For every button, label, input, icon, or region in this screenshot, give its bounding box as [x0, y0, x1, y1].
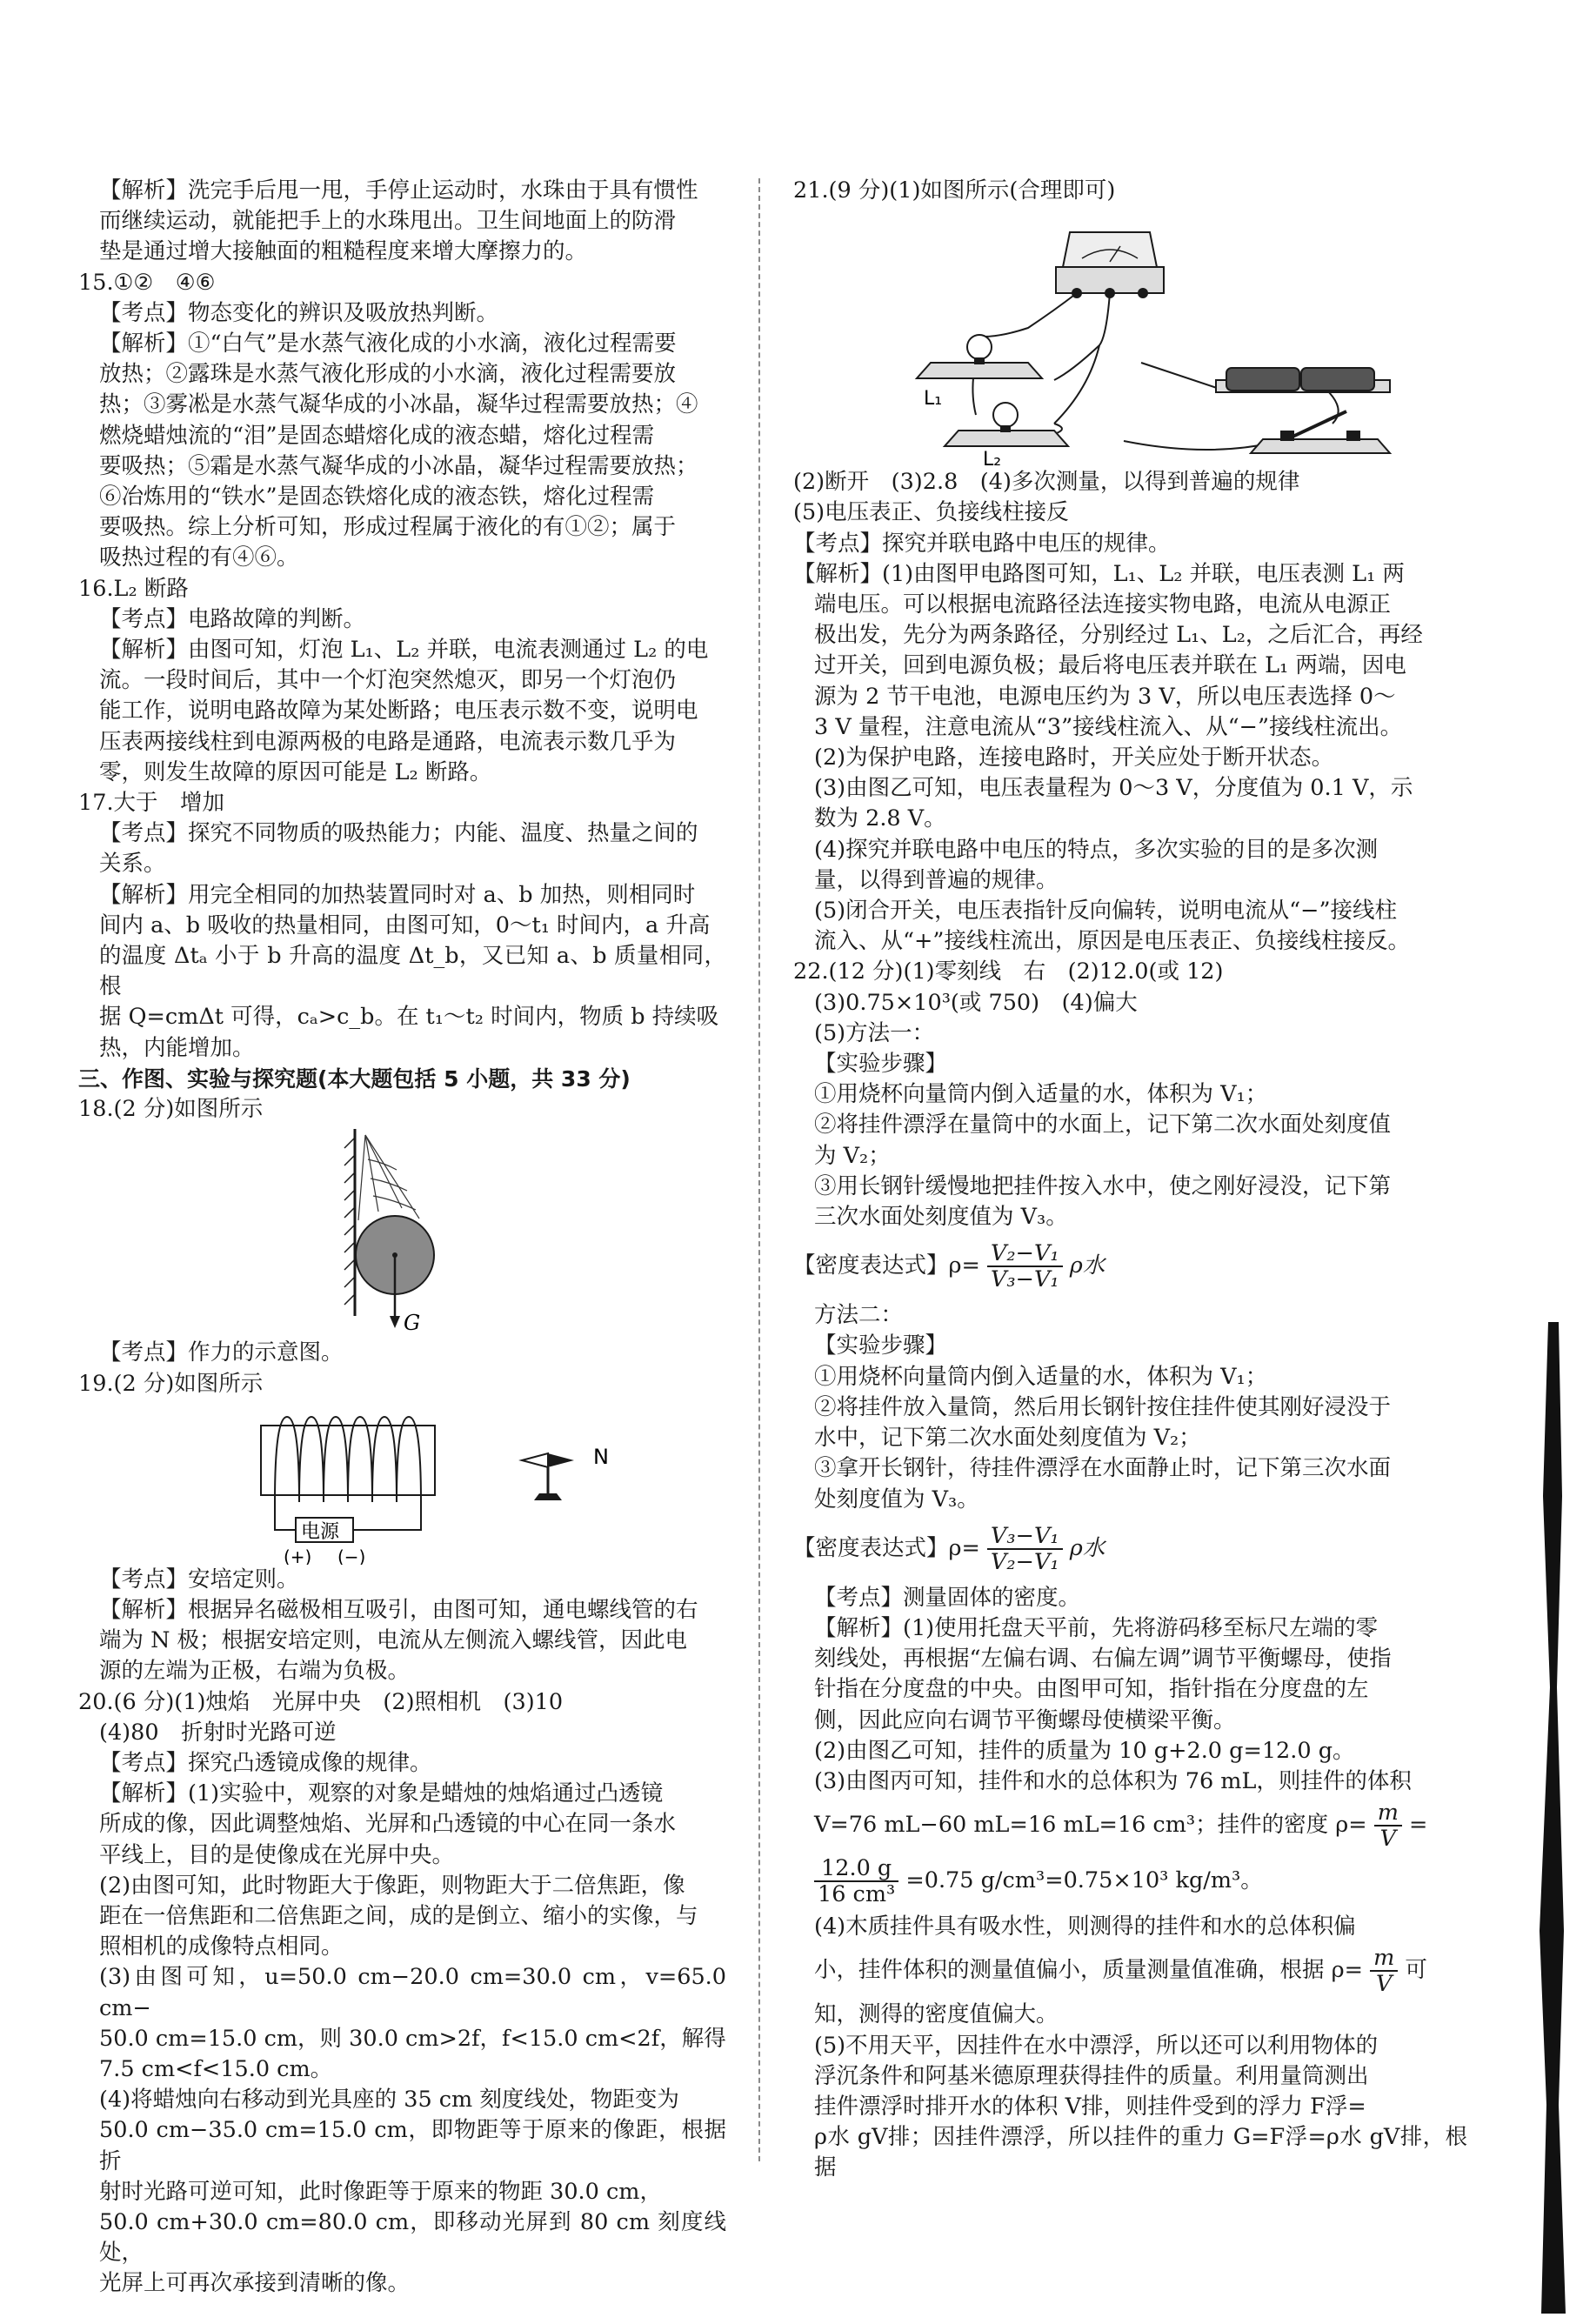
q20-analysis: 50.0 cm−35.0 cm=15.0 cm，即物距等于原来的像距，根据折	[99, 2117, 726, 2174]
q20-analysis: (3)由图可知，u=50.0 cm−20.0 cm=30.0 cm，v=65.0 cm−	[99, 1964, 726, 2021]
q22-step: 处刻度值为 V₃。	[814, 1486, 979, 1513]
q17-point: 【考点】探究不同物质的吸热能力；内能、温度、热量之间的	[99, 820, 698, 847]
q22-step: 水中，记下第二次水面处刻度值为 V₂；	[814, 1425, 1201, 1452]
q15-analysis: ⑥冶炼用的“铁水”是固态铁熔化成的液态铁，熔化过程需	[99, 484, 655, 511]
q20-analysis: 所成的像，因此调整烛焰、光屏和凸透镜的中心在同一条水	[99, 1811, 677, 1838]
fraction-denominator: V₂−V₁	[990, 1548, 1059, 1575]
q21-analysis: 【解析】(1)由图甲电路图可知，L₁、L₂ 并联，电压表测 L₁ 两	[793, 560, 1405, 587]
q20-point: 【考点】探究凸透镜成像的规律。	[99, 1749, 432, 1776]
q21-point: 【考点】探究并联电路中电压的规律。	[793, 530, 1171, 557]
q21-answer: 21.(9 分)(1)如图所示(合理即可)	[793, 177, 1116, 204]
figure-18	[78, 1125, 726, 1338]
q21-analysis: 3 V 量程，注意电流从“3”接线柱流入、从“−”接线柱流出。	[814, 713, 1403, 740]
q22-analysis: (3)由图丙可知，挂件和水的总体积为 76 mL，则挂件的体积	[814, 1767, 1412, 1794]
fraction-numerator: m	[1370, 1946, 1398, 1972]
q16-answer: 16.L₂ 断路	[78, 575, 189, 602]
q22-analysis: ρ水 gV排；因挂件漂浮，所以挂件的重力 G=F浮=ρ水 gV排，根据	[814, 2124, 1467, 2181]
q20-analysis: (2)由图可知，此时物距大于像距，则物距大于二倍焦距，像	[99, 1872, 685, 1899]
q19-answer: 19.(2 分)如图所示	[78, 1370, 264, 1397]
q20-answer: (4)80 折射时光路可逆	[99, 1719, 337, 1746]
q22-analysis: (2)由图乙可知，挂件的质量为 10 g+2.0 g=12.0 g。	[814, 1737, 1355, 1764]
q18-point: 【考点】作力的示意图。	[99, 1339, 344, 1366]
equals-sign: =	[1409, 1812, 1428, 1839]
q20-analysis: 光屏上可再次承接到清晰的像。	[99, 2270, 411, 2297]
q22-answer: (3)0.75×10³(或 750) (4)偏大	[814, 989, 1138, 1016]
q15-analysis: 要吸热；⑤霜是水蒸气凝华成的小冰晶，凝华过程需要放热；	[99, 452, 698, 479]
q22-analysis: 浮沉条件和阿基米德原理获得挂件的质量。利用量筒测出	[814, 2062, 1369, 2089]
q15-analysis: 燃烧蜡烛流的“泪”是固态蜡熔化成的液态蜡，熔化过程需	[99, 422, 655, 449]
q21-analysis: (3)由图乙可知，电压表量程为 0～3 V，分度值为 0.1 V，示	[814, 775, 1413, 802]
q22-steps-heading: 【实验步骤】	[814, 1051, 948, 1078]
q20-analysis: 50.0 cm=15.0 cm，则 30.0 cm>2f，f<15.0 cm<2f，解得	[99, 2025, 726, 2052]
q21-analysis: (5)闭合开关，电压表指针反向偏转，说明电流从“−”接线柱	[814, 898, 1398, 925]
q15-answer: 15.①② ④⑥	[78, 269, 216, 296]
lamp-l1-label: L₁	[924, 388, 943, 411]
fraction-denominator: V₃−V₁	[990, 1266, 1059, 1293]
q17-point: 关系。	[99, 851, 166, 878]
q20-answer: 20.(6 分)(1)烛焰 光屏中央 (2)照相机 (3)10	[78, 1688, 564, 1715]
column-divider	[758, 178, 760, 2161]
q22-step: 三次水面处刻度值为 V₃。	[814, 1204, 1068, 1231]
q19-analysis: 源的左端为正极，右端为负极。	[99, 1658, 411, 1685]
scan-edge-shadow	[1524, 1322, 1566, 2314]
analysis-text: 可	[1405, 1957, 1427, 1984]
water-density-symbol: ρ水	[1069, 1534, 1105, 1561]
q15-analysis: 热；③雾凇是水蒸气凝华成的小冰晶，凝华过程需要放热；④	[99, 391, 698, 418]
q22-analysis	[793, 1856, 1467, 1907]
q21-analysis: 过开关，回到电源负极；最后将电压表并联在 L₁ 两端，因电	[814, 652, 1406, 679]
lamp-l2	[945, 403, 1068, 446]
q16-analysis: 能工作，说明电路故障为某处断路；电压表示数不变，说明电	[99, 698, 698, 725]
water-density-symbol: ρ水	[1069, 1252, 1105, 1279]
power-source-label: 电源	[301, 1520, 340, 1543]
q22-analysis: 挂件漂浮时排开水的体积 V排，则挂件受到的浮力 F浮=	[814, 2093, 1366, 2120]
q16-analysis: 零，则发生故障的原因可能是 L₂ 断路。	[99, 758, 492, 785]
negative-terminal-label: (−)	[337, 1546, 366, 1565]
q20-analysis: 射时光路可逆可知，此时像距等于原来的物距 30.0 cm，	[99, 2178, 662, 2205]
left-column	[78, 176, 726, 2300]
q22-method-one: (5)方法一：	[814, 1019, 935, 1046]
q15-analysis: 【解析】①“白气”是水蒸气液化成的小水滴，液化过程需要	[99, 331, 677, 357]
q22-analysis: 侧，因此应向右调节平衡螺母使横梁平衡。	[814, 1706, 1236, 1733]
q22-step: ③拿开长钢针，待挂件漂浮在水面静止时，记下第三次水面	[814, 1455, 1392, 1482]
q20-analysis: 50.0 cm+30.0 cm=80.0 cm，即移动光屏到 80 cm 刻度线处，	[99, 2208, 726, 2267]
figure-21	[793, 206, 1467, 467]
fraction-denominator: 16 cm³	[818, 1881, 896, 1908]
q17-answer: 17.大于 增加	[78, 790, 225, 817]
q15-point: 【考点】物态变化的辨识及吸放热判断。	[99, 299, 499, 326]
q17-analysis: 的温度 Δtₐ 小于 b 升高的温度 Δt_b，又已知 a、b 质量相同，根	[99, 943, 726, 1000]
q22-point: 【考点】测量固体的密度。	[814, 1584, 1081, 1611]
q21-analysis: 端电压。可以根据电流路径法连接实物电路，电流从电源正	[814, 591, 1392, 618]
q22-analysis: (5)不用天平，因挂件在水中漂浮，所以还可以利用物体的	[814, 2032, 1379, 2059]
fraction-numerator: m	[1374, 1800, 1402, 1826]
q22-step: ①用烧杯向量筒内倒入适量的水，体积为 V₁；	[814, 1363, 1268, 1390]
q21-analysis: 量，以得到普遍的规律。	[814, 866, 1059, 893]
q15-analysis: 放热；②露珠是水蒸气液化形成的小水滴，液化过程需要放	[99, 361, 677, 388]
q21-answer: (2)断开 (3)2.8 (4)多次测量，以得到普遍的规律	[793, 469, 1300, 496]
q14-analysis: 【解析】洗完手后甩一甩，手停止运动时，水珠由于具有惯性	[99, 177, 698, 204]
density-result: =0.75 g/cm³=0.75×10³ kg/m³。	[905, 1867, 1263, 1894]
compass-needle	[522, 1453, 574, 1500]
q17-analysis: 间内 a、b 吸收的热量相同，由图可知，0～t₁ 时间内，a 升高	[99, 912, 711, 938]
q21-analysis: (2)为保护电路，连接电路时，开关应处于断开状态。	[814, 745, 1334, 771]
q22-analysis	[793, 1800, 1467, 1851]
q17-analysis: 【解析】用完全相同的加热装置同时对 a、b 加热，则相同时	[99, 881, 696, 908]
lamp-l2-label: L₂	[983, 449, 1002, 468]
q22-analysis: 针指在分度盘的中央。由图甲可知，指针指在分度盘的左	[814, 1676, 1369, 1703]
formula-prefix: 【密度表达式】ρ=	[793, 1252, 980, 1279]
q22-analysis: (4)木质挂件具有吸水性，则测得的挂件和水的总体积偏	[814, 1913, 1356, 1940]
section-heading: 三、作图、实验与探究题(本大题包括 5 小题，共 33 分)	[78, 1065, 631, 1092]
q17-analysis: 热，内能增加。	[99, 1034, 255, 1061]
fraction-numerator: 12.0 g	[814, 1856, 898, 1882]
density-calc-fraction	[814, 1856, 898, 1907]
switch	[1251, 411, 1390, 453]
q22-step: ②将挂件漂浮在量筒中的水面上，记下第二次水面处刻度值	[814, 1112, 1392, 1139]
q22-analysis: 刻线处，再根据“左偏右调、右偏左调”调节平衡螺母，使指	[814, 1646, 1392, 1673]
volume-density-text: V=76 mL−60 mL=16 mL=16 cm³；挂件的密度 ρ=	[814, 1812, 1367, 1839]
q20-analysis: 【解析】(1)实验中，观察的对象是蜡烛的烛焰通过凸透镜	[99, 1780, 664, 1807]
q22-analysis: 【解析】(1)使用托盘天平前，先将游码移至标尺左端的零	[814, 1614, 1379, 1641]
q21-analysis: (4)探究并联电路中电压的特点，多次实验的目的是多次测	[814, 836, 1379, 863]
q21-analysis: 流入、从“+”接线柱流出，原因是电压表正、负接线柱接反。	[814, 928, 1410, 955]
density-formula-two	[793, 1524, 1467, 1574]
q15-analysis: 吸热过程的有④⑥。	[99, 544, 299, 571]
fraction-numerator: V₃−V₁	[987, 1524, 1063, 1550]
mass-over-volume	[1374, 1800, 1402, 1851]
q22-step: 为 V₂；	[814, 1142, 891, 1169]
q19-analysis: 【解析】根据异名磁极相互吸引，由图可知，通电螺线管的右	[99, 1596, 698, 1623]
q22-step: ③用长钢针缓慢地把挂件按入水中，使之刚好浸没，记下第	[814, 1172, 1392, 1199]
fraction-numerator: V₂−V₁	[987, 1241, 1063, 1267]
solenoid-diagram	[78, 1399, 726, 1565]
q17-analysis: 据 Q=cmΔt 可得，cₐ>c_b。在 t₁～t₂ 时间内，物质 b 持续吸	[99, 1004, 719, 1031]
q20-analysis: (4)将蜡烛向右移动到光具座的 35 cm 刻度线处，物距变为	[99, 2087, 679, 2114]
gravity-label: G	[404, 1311, 421, 1336]
positive-terminal-label: (+)	[284, 1546, 312, 1565]
q22-step: ②将挂件放入量筒，然后用长钢针按住挂件使其刚好浸没于	[814, 1393, 1392, 1420]
q20-analysis: 平线上，目的是使像成在光屏中央。	[99, 1841, 455, 1868]
battery-pack	[1216, 368, 1390, 392]
formula-prefix: 【密度表达式】ρ=	[793, 1534, 980, 1561]
q14-analysis: 而继续运动，就能把手上的水珠甩出。卫生间地面上的防滑	[99, 208, 677, 235]
figure-19	[78, 1399, 726, 1565]
q19-analysis: 端为 N 极；根据安培定则，电流从左侧流入螺线管，因此电	[99, 1627, 688, 1654]
voltmeter	[1056, 232, 1164, 298]
q22-steps-heading: 【实验步骤】	[814, 1332, 948, 1359]
north-label: N	[593, 1444, 609, 1469]
q21-analysis: 源为 2 节干电池，电源电压约为 3 V，所以电压表选择 0～	[814, 683, 1396, 710]
mass-over-volume	[1370, 1946, 1398, 1996]
q14-analysis: 垫是通过增大接触面的粗糙程度来增大摩擦力的。	[99, 238, 588, 265]
q18-answer: 18.(2 分)如图所示	[78, 1096, 264, 1123]
q16-analysis: 【解析】由图可知，灯泡 L₁、L₂ 并联，电流表测通过 L₂ 的电	[99, 637, 709, 664]
q22-analysis	[793, 1946, 1467, 1996]
fraction-denominator: V	[1375, 1971, 1393, 1998]
hanging-ball-diagram	[78, 1125, 726, 1338]
q19-point: 【考点】安培定则。	[99, 1566, 299, 1593]
density-formula-one	[793, 1241, 1467, 1292]
q22-answer: 22.(12 分)(1)零刻线 右 (2)12.0(或 12)	[793, 958, 1224, 985]
q22-method-two: 方法二：	[814, 1302, 904, 1329]
q21-analysis: 极出发，先分为两条路径，分别经过 L₁、L₂，之后汇合，再经	[814, 622, 1423, 649]
q16-analysis: 压表两接线柱到电源两极的电路是通路，电流表示数几乎为	[99, 728, 677, 755]
q22-analysis: 知，测得的密度值偏大。	[814, 2001, 1059, 2028]
lamp-l1	[917, 335, 1042, 378]
q22-step: ①用烧杯向量筒内倒入适量的水，体积为 V₁；	[814, 1081, 1268, 1108]
q20-analysis: 7.5 cm<f<15.0 cm。	[99, 2055, 333, 2082]
q21-answer: (5)电压表正、负接线柱接反	[793, 499, 1069, 526]
q16-analysis: 流。一段时间后，其中一个灯泡突然熄灭，即另一个灯泡仍	[99, 667, 677, 694]
q21-analysis: 数为 2.8 V。	[814, 805, 946, 832]
right-column	[793, 176, 1467, 2184]
q20-analysis: 照相机的成像特点相同。	[99, 1933, 344, 1960]
formula-fraction	[987, 1241, 1063, 1292]
q15-analysis: 要吸热。综上分析可知，形成过程属于液化的有①②；属于	[99, 514, 677, 541]
formula-fraction	[987, 1524, 1063, 1574]
q16-point: 【考点】电路故障的判断。	[99, 605, 366, 632]
fraction-denominator: V	[1379, 1826, 1396, 1853]
parallel-circuit-diagram	[793, 206, 1467, 467]
q20-analysis: 距在一倍焦距和二倍焦距之间，成的是倒立、缩小的实像，与	[99, 1902, 698, 1929]
analysis-text: 小，挂件体积的测量值偏小，质量测量值准确，根据 ρ=	[814, 1957, 1363, 1984]
